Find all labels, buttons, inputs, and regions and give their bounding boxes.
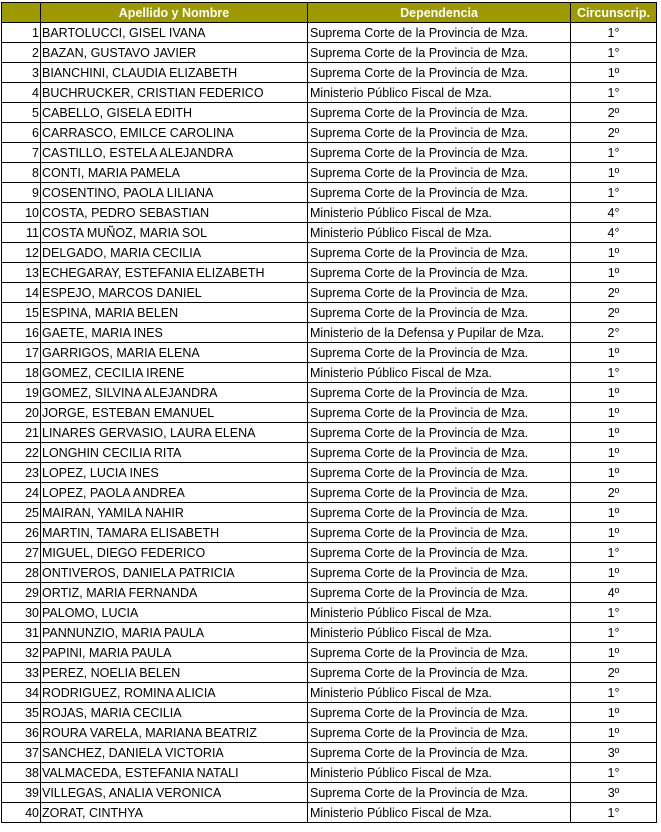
table-row	[2, 83, 657, 103]
table-row	[2, 383, 657, 403]
row-circunscripcion: 1°	[571, 363, 657, 383]
row-number: 1	[2, 23, 41, 43]
row-apellido-nombre: COSTA MUÑOZ, MARIA SOL	[41, 223, 308, 243]
row-dependencia: Suprema Corte de la Provincia de Mza.	[308, 463, 571, 483]
row-circunscripcion: 1º	[571, 503, 657, 523]
row-dependencia: Suprema Corte de la Provincia de Mza.	[308, 563, 571, 583]
row-circunscripcion: 3º	[571, 783, 657, 803]
header-number	[2, 3, 41, 23]
row-circunscripcion: 4º	[571, 583, 657, 603]
row-circunscripcion: 1º	[571, 563, 657, 583]
row-apellido-nombre: CONTI, MARIA PAMELA	[41, 163, 308, 183]
row-number: 18	[2, 363, 41, 383]
row-dependencia: Suprema Corte de la Provincia de Mza.	[308, 483, 571, 503]
table-row	[2, 43, 657, 63]
row-dependencia: Suprema Corte de la Provincia de Mza.	[308, 423, 571, 443]
row-number: 6	[2, 123, 41, 143]
table-row	[2, 63, 657, 83]
row-apellido-nombre: ONTIVEROS, DANIELA PATRICIA	[41, 563, 308, 583]
row-dependencia: Suprema Corte de la Provincia de Mza.	[308, 183, 571, 203]
row-dependencia: Ministerio Público Fiscal de Mza.	[308, 803, 571, 823]
row-number: 29	[2, 583, 41, 603]
row-circunscripcion: 1°	[571, 623, 657, 643]
row-apellido-nombre: LOPEZ, LUCIA INES	[41, 463, 308, 483]
row-circunscripcion: 1°	[571, 683, 657, 703]
row-circunscripcion: 1º	[571, 403, 657, 423]
table-row	[2, 443, 657, 463]
row-circunscripcion: 2º	[571, 663, 657, 683]
row-apellido-nombre: ZORAT, CINTHYA	[41, 803, 308, 823]
row-number: 13	[2, 263, 41, 283]
row-dependencia: Ministerio de la Defensa y Pupilar de Mza.	[308, 323, 571, 343]
row-dependencia: Suprema Corte de la Provincia de Mza.	[308, 23, 571, 43]
table-row	[2, 403, 657, 423]
table-row	[2, 283, 657, 303]
row-circunscripcion: 2º	[571, 483, 657, 503]
row-dependencia: Suprema Corte de la Provincia de Mza.	[308, 543, 571, 563]
row-dependencia: Suprema Corte de la Provincia de Mza.	[308, 443, 571, 463]
row-dependencia: Suprema Corte de la Provincia de Mza.	[308, 303, 571, 323]
row-number: 33	[2, 663, 41, 683]
row-apellido-nombre: ROJAS, MARIA CECILIA	[41, 703, 308, 723]
row-dependencia: Ministerio Público Fiscal de Mza.	[308, 603, 571, 623]
row-number: 21	[2, 423, 41, 443]
row-number: 25	[2, 503, 41, 523]
row-circunscripcion: 2º	[571, 103, 657, 123]
row-circunscripcion: 1º	[571, 723, 657, 743]
row-number: 5	[2, 103, 41, 123]
row-apellido-nombre: RODRIGUEZ, ROMINA ALICIA	[41, 683, 308, 703]
row-apellido-nombre: GOMEZ, CECILIA IRENE	[41, 363, 308, 383]
row-number: 10	[2, 203, 41, 223]
table-row	[2, 563, 657, 583]
row-number: 24	[2, 483, 41, 503]
row-dependencia: Suprema Corte de la Provincia de Mza.	[308, 163, 571, 183]
row-apellido-nombre: VALMACEDA, ESTEFANIA NATALI	[41, 763, 308, 783]
row-apellido-nombre: BAZAN, GUSTAVO JAVIER	[41, 43, 308, 63]
table-row	[2, 103, 657, 123]
row-dependencia: Suprema Corte de la Provincia de Mza.	[308, 643, 571, 663]
row-circunscripcion: 1°	[571, 803, 657, 823]
row-circunscripcion: 1°	[571, 183, 657, 203]
table-row	[2, 123, 657, 143]
row-dependencia: Suprema Corte de la Provincia de Mza.	[308, 143, 571, 163]
table-row	[2, 23, 657, 43]
row-apellido-nombre: JORGE, ESTEBAN EMANUEL	[41, 403, 308, 423]
table-row	[2, 263, 657, 283]
row-circunscripcion: 2º	[571, 123, 657, 143]
row-apellido-nombre: CABELLO, GISELA EDITH	[41, 103, 308, 123]
row-circunscripcion: 1º	[571, 523, 657, 543]
row-number: 40	[2, 803, 41, 823]
row-circunscripcion: 1°	[571, 143, 657, 163]
table-row	[2, 223, 657, 243]
row-apellido-nombre: CASTILLO, ESTELA ALEJANDRA	[41, 143, 308, 163]
row-dependencia: Ministerio Público Fiscal de Mza.	[308, 83, 571, 103]
row-apellido-nombre: ORTIZ, MARIA FERNANDA	[41, 583, 308, 603]
table-row	[2, 703, 657, 723]
row-apellido-nombre: ROURA VARELA, MARIANA BEATRIZ	[41, 723, 308, 743]
row-number: 23	[2, 463, 41, 483]
row-dependencia: Suprema Corte de la Provincia de Mza.	[308, 743, 571, 763]
table-row	[2, 603, 657, 623]
row-circunscripcion: 1º	[571, 263, 657, 283]
row-apellido-nombre: ESPEJO, MARCOS DANIEL	[41, 283, 308, 303]
row-circunscripcion: 1º	[571, 163, 657, 183]
table-row	[2, 723, 657, 743]
row-circunscripcion: 1º	[571, 463, 657, 483]
row-number: 22	[2, 443, 41, 463]
row-number: 11	[2, 223, 41, 243]
row-circunscripcion: 1°	[571, 763, 657, 783]
row-number: 15	[2, 303, 41, 323]
table-row	[2, 783, 657, 803]
row-apellido-nombre: PEREZ, NOELIA BELEN	[41, 663, 308, 683]
row-number: 12	[2, 243, 41, 263]
table-row	[2, 163, 657, 183]
table-row	[2, 643, 657, 663]
row-dependencia: Suprema Corte de la Provincia de Mza.	[308, 343, 571, 363]
table-row	[2, 343, 657, 363]
row-dependencia: Ministerio Público Fiscal de Mza.	[308, 363, 571, 383]
table-row	[2, 803, 657, 823]
row-circunscripcion: 1º	[571, 423, 657, 443]
row-circunscripcion: 1º	[571, 443, 657, 463]
row-circunscripcion: 1º	[571, 383, 657, 403]
row-apellido-nombre: CARRASCO, EMILCE CAROLINA	[41, 123, 308, 143]
row-dependencia: Suprema Corte de la Provincia de Mza.	[308, 783, 571, 803]
row-circunscripcion: 2º	[571, 303, 657, 323]
row-apellido-nombre: PANNUNZIO, MARIA PAULA	[41, 623, 308, 643]
row-circunscripcion: 1°	[571, 23, 657, 43]
row-circunscripcion: 1º	[571, 243, 657, 263]
row-number: 16	[2, 323, 41, 343]
row-number: 7	[2, 143, 41, 163]
row-number: 31	[2, 623, 41, 643]
row-dependencia: Suprema Corte de la Provincia de Mza.	[308, 583, 571, 603]
row-dependencia: Suprema Corte de la Provincia de Mza.	[308, 63, 571, 83]
header-circunscripcion: Circunscrip.	[571, 3, 657, 23]
row-number: 39	[2, 783, 41, 803]
row-number: 36	[2, 723, 41, 743]
row-dependencia: Suprema Corte de la Provincia de Mza.	[308, 263, 571, 283]
row-number: 30	[2, 603, 41, 623]
row-apellido-nombre: MARTIN, TAMARA ELISABETH	[41, 523, 308, 543]
row-circunscripcion: 1º	[571, 63, 657, 83]
table-row	[2, 203, 657, 223]
row-number: 19	[2, 383, 41, 403]
row-circunscripcion: 1º	[571, 643, 657, 663]
row-dependencia: Ministerio Público Fiscal de Mza.	[308, 763, 571, 783]
table-row	[2, 483, 657, 503]
row-apellido-nombre: ESPINA, MARIA BELEN	[41, 303, 308, 323]
row-dependencia: Suprema Corte de la Provincia de Mza.	[308, 663, 571, 683]
table-row	[2, 363, 657, 383]
row-apellido-nombre: SANCHEZ, DANIELA VICTORIA	[41, 743, 308, 763]
table-row	[2, 323, 657, 343]
table-row	[2, 183, 657, 203]
row-apellido-nombre: DELGADO, MARIA CECILIA	[41, 243, 308, 263]
header-apellido-nombre: Apellido y Nombre	[41, 3, 308, 23]
row-number: 38	[2, 763, 41, 783]
row-dependencia: Suprema Corte de la Provincia de Mza.	[308, 503, 571, 523]
row-circunscripcion: 2°	[571, 323, 657, 343]
row-dependencia: Ministerio Público Fiscal de Mza.	[308, 203, 571, 223]
row-apellido-nombre: MAIRAN, YAMILA NAHIR	[41, 503, 308, 523]
row-dependencia: Ministerio Público Fiscal de Mza.	[308, 683, 571, 703]
row-apellido-nombre: BUCHRUCKER, CRISTIAN FEDERICO	[41, 83, 308, 103]
table-row	[2, 503, 657, 523]
row-number: 26	[2, 523, 41, 543]
row-apellido-nombre: BIANCHINI, CLAUDIA ELIZABETH	[41, 63, 308, 83]
row-number: 14	[2, 283, 41, 303]
table-row	[2, 143, 657, 163]
row-number: 27	[2, 543, 41, 563]
row-number: 20	[2, 403, 41, 423]
row-number: 8	[2, 163, 41, 183]
row-dependencia: Suprema Corte de la Provincia de Mza.	[308, 403, 571, 423]
row-apellido-nombre: LONGHIN CECILIA RITA	[41, 443, 308, 463]
row-number: 4	[2, 83, 41, 103]
table-row	[2, 743, 657, 763]
row-dependencia: Suprema Corte de la Provincia de Mza.	[308, 123, 571, 143]
row-circunscripcion: 4°	[571, 203, 657, 223]
row-dependencia: Suprema Corte de la Provincia de Mza.	[308, 43, 571, 63]
row-apellido-nombre: PALOMO, LUCIA	[41, 603, 308, 623]
row-circunscripcion: 1°	[571, 603, 657, 623]
row-dependencia: Suprema Corte de la Provincia de Mza.	[308, 383, 571, 403]
row-number: 28	[2, 563, 41, 583]
row-dependencia: Suprema Corte de la Provincia de Mza.	[308, 523, 571, 543]
row-circunscripcion: 1º	[571, 703, 657, 723]
table-row	[2, 623, 657, 643]
row-dependencia: Suprema Corte de la Provincia de Mza.	[308, 703, 571, 723]
row-apellido-nombre: LINARES GERVASIO, LAURA ELENA	[41, 423, 308, 443]
row-apellido-nombre: MIGUEL, DIEGO FEDERICO	[41, 543, 308, 563]
row-number: 17	[2, 343, 41, 363]
row-dependencia: Suprema Corte de la Provincia de Mza.	[308, 723, 571, 743]
row-apellido-nombre: ECHEGARAY, ESTEFANIA ELIZABETH	[41, 263, 308, 283]
row-circunscripcion: 1°	[571, 543, 657, 563]
header-dependencia: Dependencia	[308, 3, 571, 23]
row-dependencia: Suprema Corte de la Provincia de Mza.	[308, 283, 571, 303]
row-circunscripcion: 1°	[571, 43, 657, 63]
header-row	[2, 3, 657, 23]
table-row	[2, 543, 657, 563]
table-row	[2, 583, 657, 603]
row-apellido-nombre: COSTA, PEDRO SEBASTIAN	[41, 203, 308, 223]
row-number: 35	[2, 703, 41, 723]
row-dependencia: Suprema Corte de la Provincia de Mza.	[308, 103, 571, 123]
row-circunscripcion: 1°	[571, 83, 657, 103]
row-number: 3	[2, 63, 41, 83]
table-row	[2, 303, 657, 323]
table-row	[2, 663, 657, 683]
row-number: 37	[2, 743, 41, 763]
row-apellido-nombre: PAPINI, MARIA PAULA	[41, 643, 308, 663]
row-number: 32	[2, 643, 41, 663]
row-circunscripcion: 1º	[571, 343, 657, 363]
row-apellido-nombre: GAETE, MARIA INES	[41, 323, 308, 343]
row-circunscripcion: 2º	[571, 283, 657, 303]
row-apellido-nombre: LOPEZ, PAOLA ANDREA	[41, 483, 308, 503]
row-circunscripcion: 4°	[571, 223, 657, 243]
row-number: 2	[2, 43, 41, 63]
table-row	[2, 683, 657, 703]
row-apellido-nombre: GARRIGOS, MARIA ELENA	[41, 343, 308, 363]
table-body	[2, 23, 657, 823]
row-dependencia: Suprema Corte de la Provincia de Mza.	[308, 243, 571, 263]
table-row	[2, 763, 657, 783]
row-apellido-nombre: BARTOLUCCI, GISEL IVANA	[41, 23, 308, 43]
row-number: 34	[2, 683, 41, 703]
row-number: 9	[2, 183, 41, 203]
listado-table	[1, 2, 657, 823]
table-row	[2, 523, 657, 543]
table-row	[2, 463, 657, 483]
table-row	[2, 243, 657, 263]
row-apellido-nombre: COSENTINO, PAOLA LILIANA	[41, 183, 308, 203]
row-dependencia: Ministerio Público Fiscal de Mza.	[308, 223, 571, 243]
row-dependencia: Ministerio Público Fiscal de Mza.	[308, 623, 571, 643]
row-circunscripcion: 3º	[571, 743, 657, 763]
row-apellido-nombre: VILLEGAS, ANALIA VERONICA	[41, 783, 308, 803]
row-apellido-nombre: GOMEZ, SILVINA ALEJANDRA	[41, 383, 308, 403]
table-row	[2, 423, 657, 443]
